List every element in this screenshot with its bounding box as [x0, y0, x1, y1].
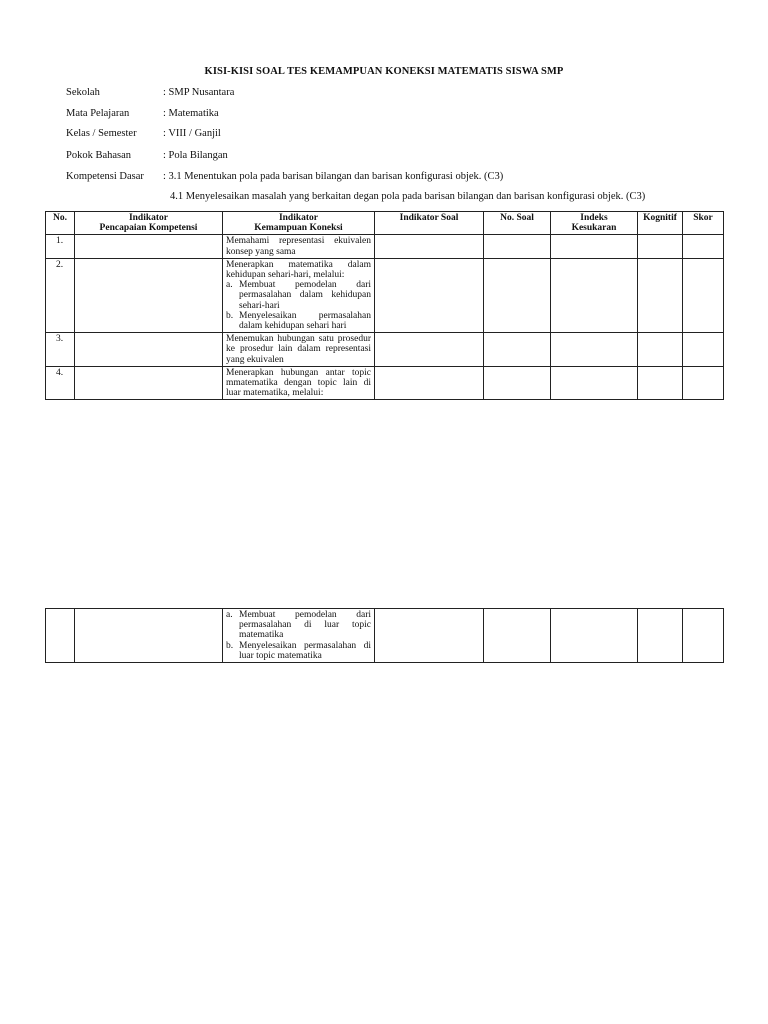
cell-indikator-soal: [375, 333, 484, 367]
cell-no-soal: [484, 333, 551, 367]
cell-kognitif: [638, 333, 683, 367]
info-value: : VIII / Ganjil: [163, 128, 221, 139]
cell-indeks-kesukaran: [551, 235, 638, 258]
cell-indikator-pencapaian: [75, 366, 223, 400]
table-row: [46, 235, 724, 258]
row-number: 3.: [46, 333, 75, 367]
info-label: Kelas / Semester: [66, 128, 137, 139]
header-text: Pencapaian Kompetensi: [99, 223, 198, 234]
row-number: [46, 609, 75, 663]
header-skor: Skor: [683, 212, 724, 235]
list-item-text: Membuat pemodelan dari permasalahan dalam kehidupan sehari-hari: [239, 280, 371, 311]
header-no: No.: [46, 212, 75, 235]
list-item: [226, 311, 371, 331]
kisi-kisi-table-continued: [45, 608, 724, 663]
header-text: Kemampuan Koneksi: [254, 223, 343, 234]
info-value: : SMP Nusantara: [163, 87, 235, 98]
cell-indikator-soal: [375, 609, 484, 663]
list-marker: b.: [226, 640, 234, 651]
header-no-soal: No. Soal: [484, 212, 551, 235]
info-label: Pokok Bahasan: [66, 150, 132, 161]
list-marker: a.: [226, 610, 233, 620]
table-row: [46, 333, 724, 367]
cell-no-soal: [484, 609, 551, 663]
table-row: [46, 366, 724, 400]
cell-indeks-kesukaran: [551, 366, 638, 400]
cell-indeks-kesukaran: [551, 258, 638, 332]
cell-skor: [683, 333, 724, 367]
cell-no-soal: [484, 258, 551, 332]
header-text: Indikator: [278, 213, 319, 223]
table-header-row: [46, 212, 724, 235]
header-text: Kesukaran: [571, 223, 617, 234]
cell-kognitif: [638, 609, 683, 663]
header-indeks-kesukaran: [551, 212, 638, 235]
cell-kognitif: [638, 366, 683, 400]
header-text: Indikator: [128, 213, 169, 223]
cell-kognitif: [638, 235, 683, 258]
cell-indeks-kesukaran: [551, 333, 638, 367]
cell-skor: [683, 258, 724, 332]
info-label: Sekolah: [66, 87, 100, 98]
cell-indikator-pencapaian: [75, 333, 223, 367]
indicator-sublist: [226, 610, 371, 661]
info-value: : 3.1 Menentukan pola pada barisan bilangan dan barisan konfigurasi objek. (C3): [163, 171, 504, 182]
cell-indikator-pencapaian: [75, 258, 223, 332]
cell-indikator-koneksi: [223, 258, 375, 332]
table-row: [46, 609, 724, 663]
list-item-text: Membuat pemodelan dari permasalahan di luar topic matematika: [239, 610, 371, 641]
indicator-text: Menerapkan hubungan antar topic mmatematika dengan topic lain di luar matematika, melalui:: [226, 367, 371, 399]
list-item: [226, 280, 371, 311]
row-number: 4.: [46, 366, 75, 400]
indicator-text: Menemukan hubungan satu prosedur ke prosedur lain dalam representasi yang ekuivalen: [226, 334, 371, 365]
cell-indikator-soal: [375, 235, 484, 258]
kompetensi-dasar-line-2: 4.1 Menyelesaikan masalah yang berkaitan degan pola pada barisan bilangan dan barisan konfigurasi objek. (C3): [170, 191, 646, 202]
cell-skor: [683, 235, 724, 258]
info-value: : Matematika: [163, 108, 219, 119]
info-value: : Pola Bilangan: [163, 150, 228, 161]
cell-indikator-pencapaian: [75, 235, 223, 258]
cell-indikator-koneksi: [223, 609, 375, 663]
list-item: [226, 610, 371, 641]
row-number: 2.: [46, 258, 75, 332]
cell-indikator-koneksi: [223, 366, 375, 400]
cell-no-soal: [484, 366, 551, 400]
header-indikator-soal: Indikator Soal: [375, 212, 484, 235]
header-indikator-pencapaian: [75, 212, 223, 235]
list-item-text: Menyelesaikan permasalahan di luar topic matematika: [239, 640, 371, 661]
info-label: Kompetensi Dasar: [66, 171, 144, 182]
indicator-text: Memahami representasi ekuivalen konsep yang sama: [226, 236, 371, 257]
cell-indikator-soal: [375, 258, 484, 332]
info-label: Mata Pelajaran: [66, 108, 130, 119]
cell-indikator-pencapaian: [75, 609, 223, 663]
table-row: [46, 258, 724, 332]
cell-skor: [683, 366, 724, 400]
list-marker: b.: [226, 310, 234, 321]
indicator-text: Menerapkan matematika dalam kehidupan sehari-hari, melalui:: [226, 259, 371, 281]
header-indikator-koneksi: [223, 212, 375, 235]
cell-indikator-soal: [375, 366, 484, 400]
cell-indikator-koneksi: [223, 235, 375, 258]
cell-no-soal: [484, 235, 551, 258]
list-item: [226, 641, 371, 661]
list-marker: a.: [226, 280, 233, 291]
document-title: KISI-KISI SOAL TES KEMAMPUAN KONEKSI MATEMATIS SISWA SMP: [204, 66, 564, 77]
cell-kognitif: [638, 258, 683, 332]
header-text: Indeks: [580, 213, 608, 223]
cell-indeks-kesukaran: [551, 609, 638, 663]
row-number: 1.: [46, 235, 75, 258]
cell-skor: [683, 609, 724, 663]
cell-indikator-koneksi: [223, 333, 375, 367]
kisi-kisi-table: [45, 211, 724, 400]
header-kognitif: Kognitif: [638, 212, 683, 235]
list-item-text: Menyelesaikan permasalahan dalam kehidupan sehari hari: [239, 310, 371, 332]
indicator-sublist: [226, 280, 371, 331]
